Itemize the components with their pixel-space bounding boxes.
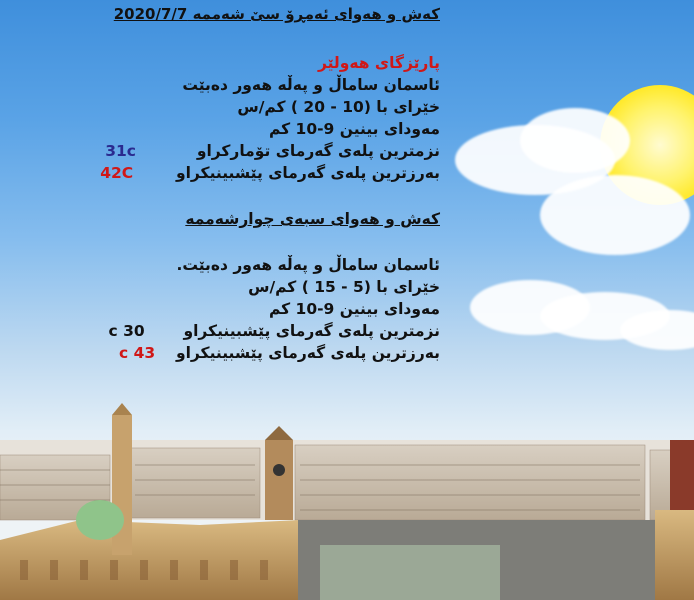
tomorrow-max-label: بەرزترین پلەی گەرمای پێشبینیکراو (175, 344, 440, 362)
today-forecast (100, 74, 440, 184)
today-max-label: بەرزترین پلەی گەرمای پێشبینیکراو (175, 164, 440, 182)
today-visibility: مەودای بینین 9-10 کم (268, 120, 440, 138)
today-min-temp-row (100, 140, 440, 162)
tomorrow-title: کەش و هەوای سبەی چوارشەممە (185, 210, 440, 228)
city-title-row (318, 52, 440, 74)
tomorrow-title-row (185, 208, 440, 230)
tomorrow-wind: خێرای با (5 - 15 ) کم/س (248, 278, 440, 296)
tomorrow-min-temp-row (108, 320, 440, 342)
today-max-temp-row (100, 162, 440, 184)
date-header (114, 3, 440, 25)
date-heading: کەش و هەوای ئەمڕۆ سێ شەممە 2020/7/7 (113, 5, 440, 23)
today-wind: خێرای با (10 - 20 ) کم/س (237, 98, 440, 116)
today-max-value: 42C (100, 164, 134, 182)
tomorrow-min-label: نزمترین پلەی گەرمای پێشبینیکراو (183, 322, 440, 340)
tomorrow-max-temp-row (108, 342, 440, 364)
tomorrow-visibility: مەودای بینین 9-10 کم (268, 300, 440, 318)
tomorrow-forecast (108, 254, 440, 364)
city-title: پارێزگای هەولێر (317, 54, 440, 72)
today-min-value: 31c (105, 142, 136, 160)
today-min-label: نزمترین پلەی گەرمای تۆمارکراو (196, 142, 440, 160)
tomorrow-min-value: 30 c (108, 322, 145, 340)
today-condition: ئاسمان ساماڵ و پەڵە هەور دەبێت (182, 76, 440, 94)
tomorrow-max-value: 43 c (118, 344, 156, 362)
tomorrow-condition: ئاسمان ساماڵ و پەڵە هەور دەبێت. (176, 256, 440, 274)
